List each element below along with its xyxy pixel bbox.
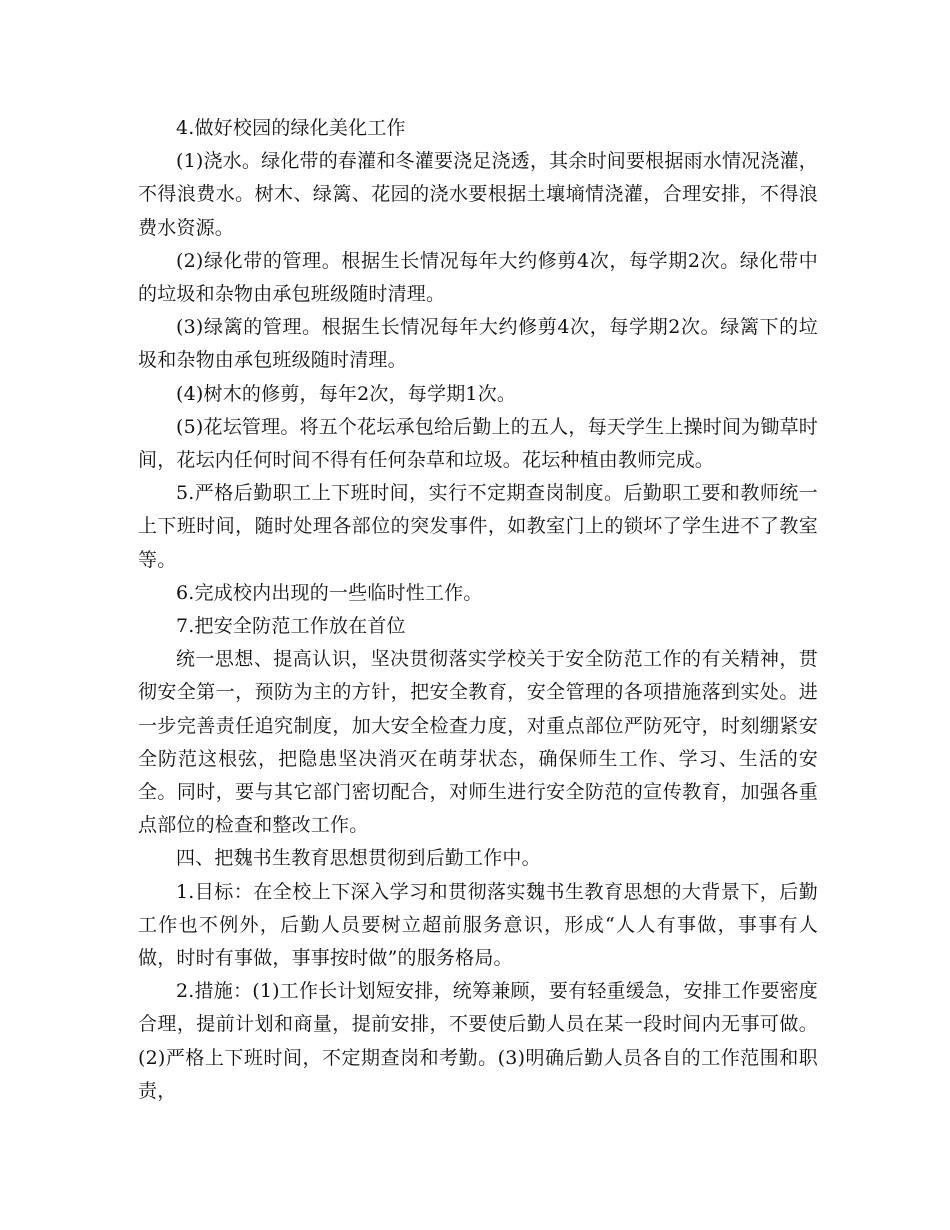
paragraph-green-belt: (2)绿化带的管理。根据生长情况每年大约修剪4次，每学期2次。绿化带中的垃圾和杂物由承包班级随时清理。 (138, 249, 818, 306)
paragraph-work-hours: 5.严格后勤职工上下班时间，实行不定期查岗制度。后勤职工要和教师统一上下班时间，随时处理各部位的突发事件，如教室门上的锁坏了学生进不了教室等。 (138, 482, 818, 571)
document-page (138, 112, 818, 1108)
paragraph-hedge: (3)绿篱的管理。根据生长情况每年大约修剪4次，每学期2次。绿篱下的垃圾和杂物由承包班级随时清理。 (138, 316, 818, 372)
section-heading-four: 四、把魏书生教育思想贯彻到后勤工作中。 (176, 847, 541, 870)
paragraph-safety: 统一思想、提高认识，坚决贯彻落实学校关于安全防范工作的有关精神，贯彻安全第一，预防为主的方针，把安全教育，安全管理的各项措施落到实处。进一步完善责任追究制度，加大安全检查力度，对重点部位严防死守，时刻绷紧安全防范这根弦，把隐患坚决消灭在萌芽状态，确保师生工作、学习、生活的安全。同时，要与其它部门密切配合，对师生进行安全防范的宣传教育，加强各重点部位的检查和整改工作。 (138, 648, 818, 837)
paragraph-measures: 2.措施：(1)工作长计划短安排，统筹兼顾，要有轻重缓急，安排工作要密度合理，提前计划和商量，提前安排，不要使后勤人员在某一段时间内无事可做。(2)严格上下班时间，不定期查岗和考勤。(3)明确后勤人员各自的工作范围和职责， (138, 980, 818, 1102)
paragraph-flowerbed: (5)花坛管理。将五个花坛承包给后勤上的五人，每天学生上操时间为锄草时间，花坛内任何时间不得有任何杂草和垃圾。花坛种植由教师完成。 (138, 415, 818, 472)
section-heading-safety: 7.把安全防范工作放在首位 (176, 615, 406, 638)
paragraph-watering: (1)浇水。绿化带的春灌和冬灌要浇足浇透，其余时间要根据雨水情况浇灌，不得浪费水。树木、绿篱、花园的浇水要根据土壤墒情浇灌，合理安排，不得浪费水资源。 (138, 150, 818, 239)
section-heading-greening: 4.做好校园的绿化美化工作 (176, 117, 406, 139)
paragraph-goal: 1.目标：在全校上下深入学习和贯彻落实魏书生教育思想的大背景下，后勤工作也不例外，后勤人员要树立超前服务意识，形成“人人有事做，事事有人做，时时有事做，事事按时做”的服务格局。 (138, 880, 818, 970)
paragraph-temporary-work: 6.完成校内出现的一些临时性工作。 (176, 581, 483, 604)
paragraph-tree-pruning: (4)树木的修剪，每年2次，每学期1次。 (176, 382, 517, 405)
